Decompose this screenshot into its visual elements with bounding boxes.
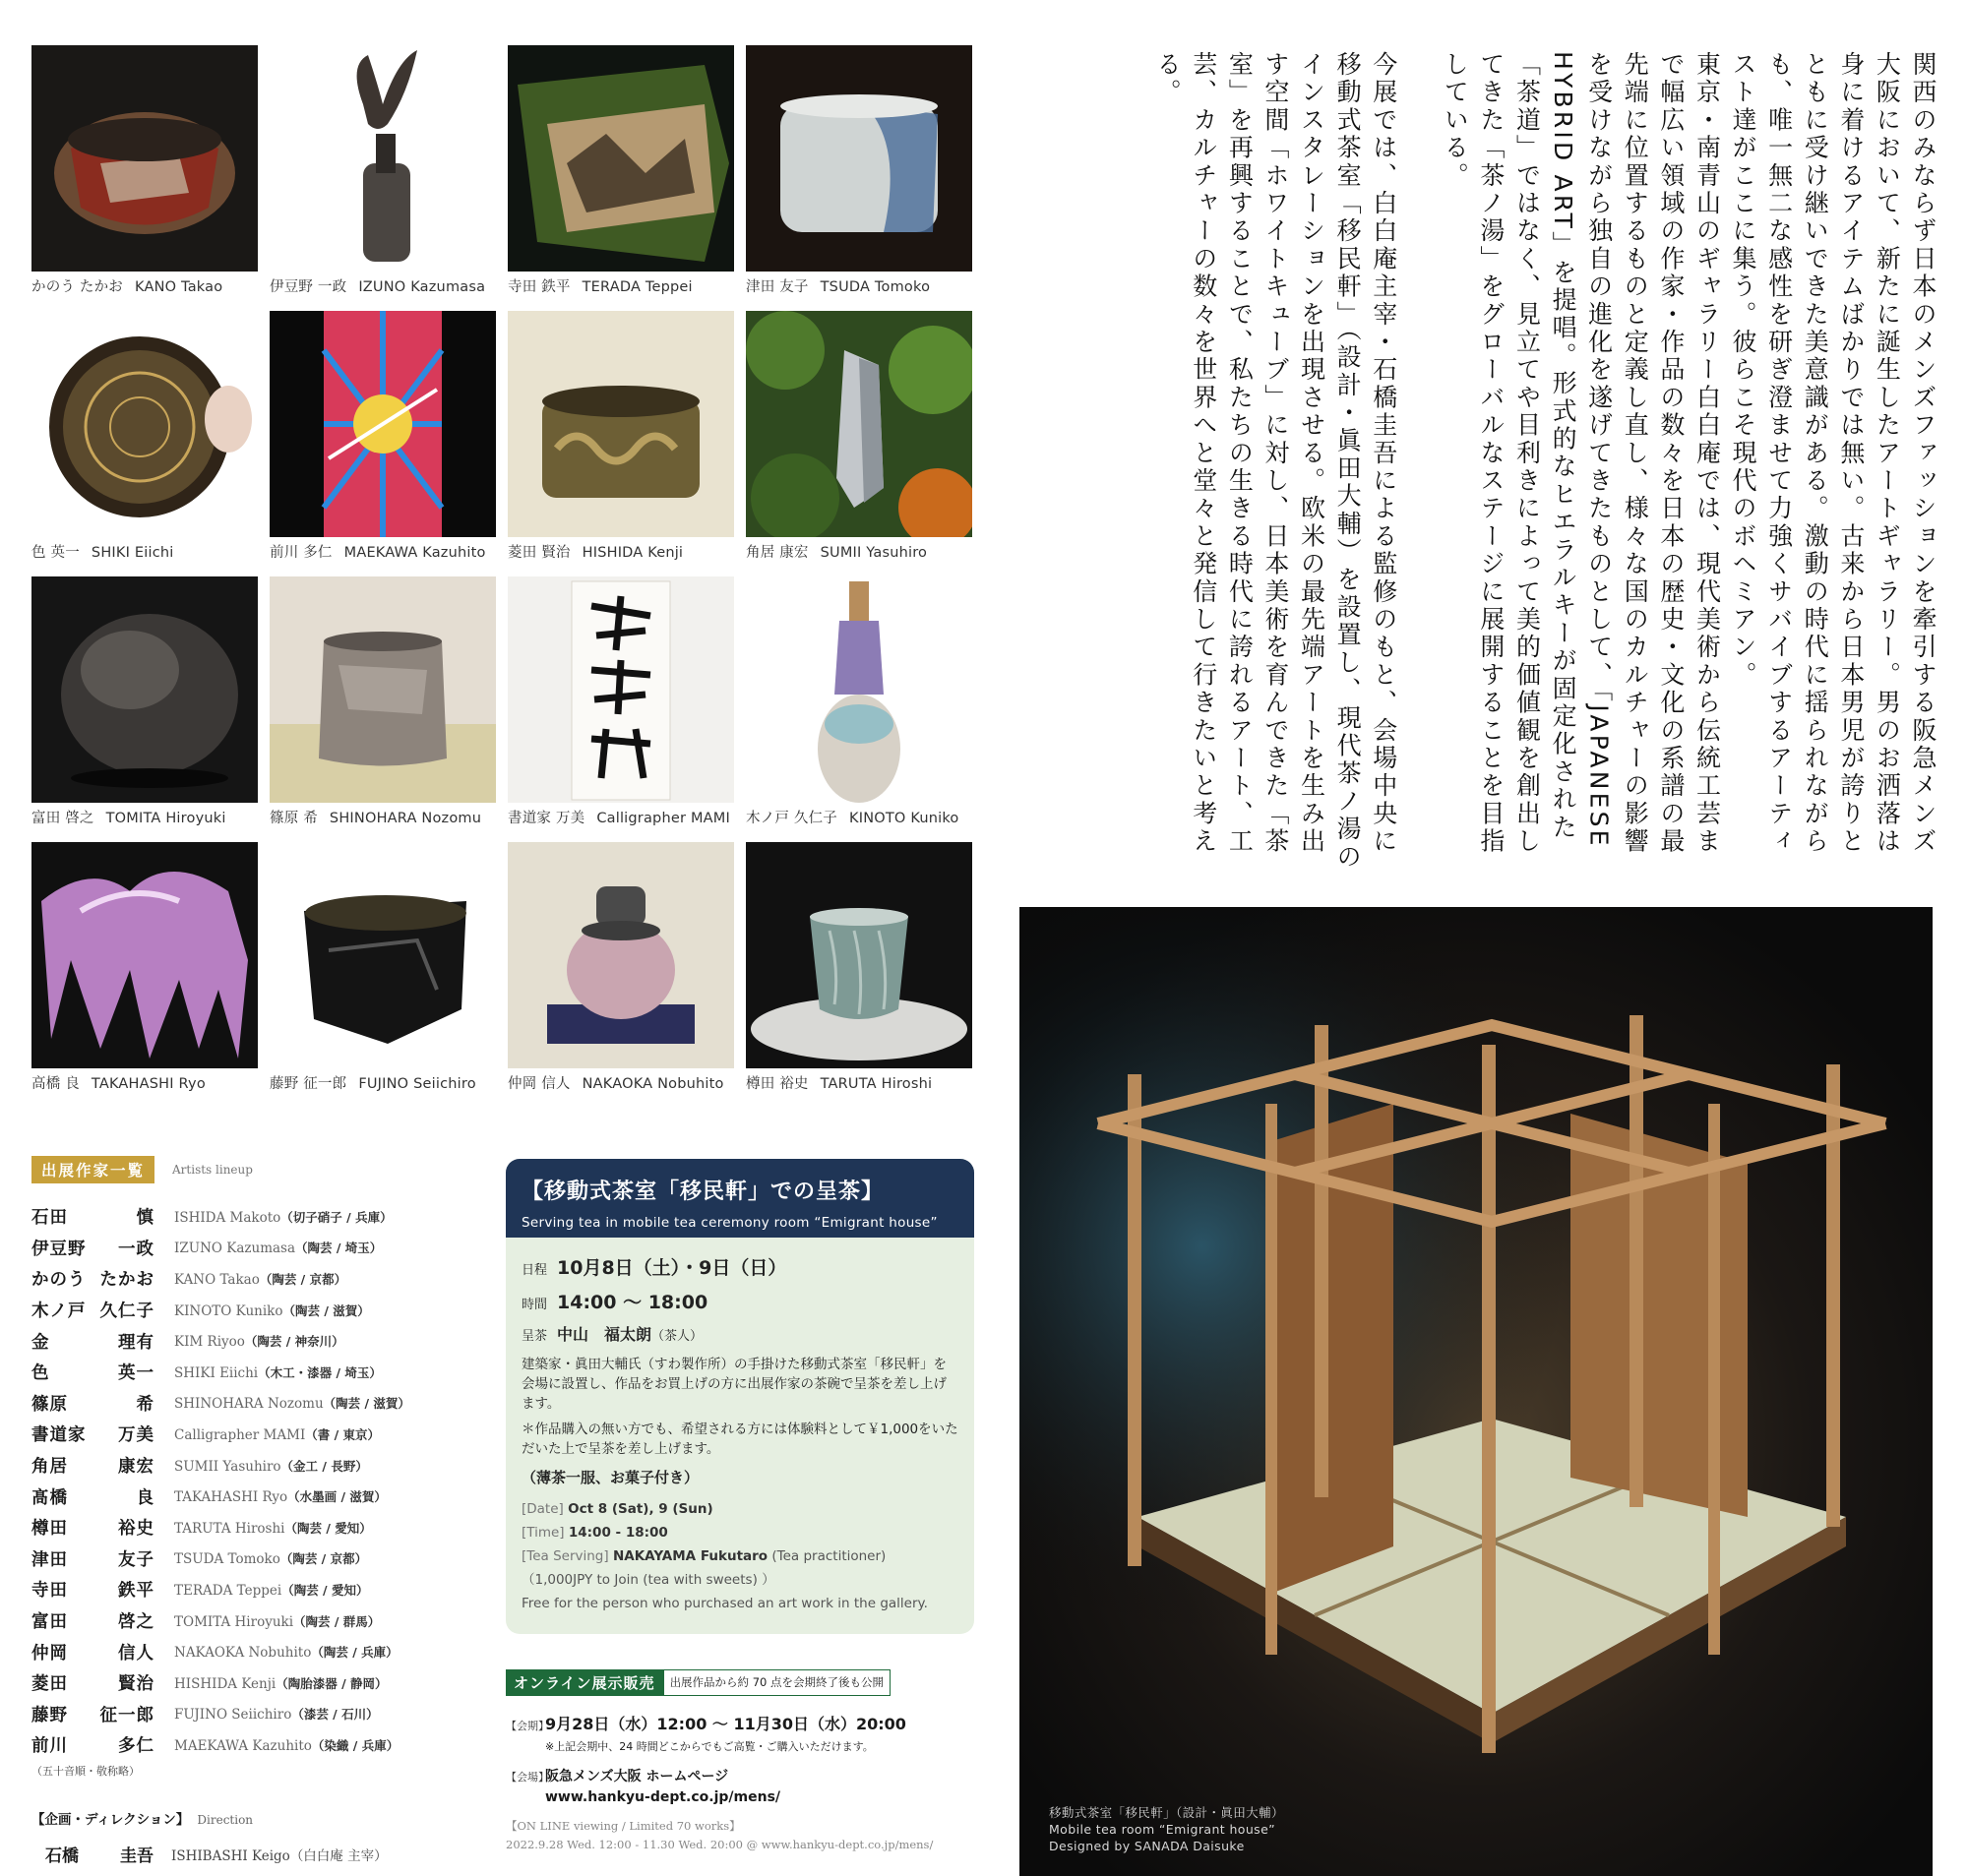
online-venue-value: 阪急メンズ大阪 ホームページ: [545, 1769, 729, 1785]
tea-time-value: 14:00 ～ 18:00: [557, 1292, 708, 1313]
artwork-photo-shiki: [31, 311, 258, 537]
artwork-caption-ja: 色 英一: [31, 545, 80, 561]
intro-text: [1055, 51, 1940, 877]
artwork-tile: [508, 576, 734, 827]
director-given-name: 圭吾: [120, 1846, 154, 1866]
artwork-tile: [31, 311, 258, 562]
artwork-photo-terada: [508, 45, 734, 272]
artist-family-name: 樽田: [31, 1519, 68, 1540]
artist-family-name: 富田: [31, 1612, 68, 1633]
artwork-caption-ja: 伊豆野 一政: [270, 279, 347, 295]
director-family-name: 石橋: [45, 1846, 79, 1866]
artist-row: [31, 1512, 504, 1543]
artwork-photo-kinoto: [746, 576, 972, 803]
artist-medium: （染織 / 兵庫）: [311, 1737, 400, 1753]
artist-family-name: 伊豆野: [31, 1239, 87, 1259]
artwork-photo-taruta: [746, 842, 972, 1068]
artist-family-name: 角居: [31, 1457, 68, 1478]
artwork-tile: [31, 576, 258, 827]
artist-row: [31, 1543, 504, 1575]
online-tag: オンライン展示販売: [506, 1669, 663, 1696]
artist-row: [31, 1450, 504, 1482]
artist-given-name: 久仁子: [99, 1301, 154, 1322]
artwork-photo-maekawa: [270, 311, 496, 537]
artwork-photo-shinohara: [270, 576, 496, 803]
artist-medium: （水墨画 / 滋賀）: [287, 1489, 387, 1505]
artist-given-name: 啓之: [118, 1612, 154, 1633]
tea-description: 建築家・眞田大輔氏（すわ製作所）の手掛けた移動式茶室「移民軒」を会場に設置し、作品をお買上げの方に出展作家の茶碗で呈茶を差し上げます。: [522, 1357, 947, 1412]
artist-given-name: 理有: [118, 1332, 154, 1353]
artwork-caption-en: FUJINO Seiichiro: [358, 1076, 476, 1092]
tea-host-role: （茶人）: [651, 1329, 704, 1344]
artwork-caption-ja: 菱田 賢治: [508, 545, 571, 561]
tea-room-photo: [1019, 907, 1933, 1876]
artwork-tile: [270, 576, 496, 827]
artist-row: [31, 1263, 504, 1295]
artwork-tile: [746, 576, 972, 827]
artwork-caption-en: Calligrapher MAMI: [596, 811, 730, 826]
tea-en-fee: （1,000JPY to Join (tea with sweets) ）: [522, 1572, 775, 1588]
artist-romaji: TAKAHASHI Ryo: [174, 1489, 288, 1506]
artist-family-name: 篠原: [31, 1394, 68, 1415]
photo-caption-line1: 移動式茶室「移民軒」（設計・眞田大輔）: [1049, 1805, 1284, 1820]
artwork-caption-en: TSUDA Tomoko: [820, 279, 931, 295]
artist-romaji: TOMITA Hiroyuki: [174, 1613, 294, 1630]
tea-time-label: 時間: [522, 1298, 548, 1312]
artist-row: [31, 1667, 504, 1699]
artwork-caption-en: TAKAHASHI Ryo: [91, 1076, 206, 1092]
artist-romaji: KINOTO Kuniko: [174, 1302, 283, 1319]
artwork-photo-tomita: [31, 576, 258, 803]
online-venue-url[interactable]: www.hankyu-dept.co.jp/mens/: [545, 1789, 781, 1805]
artwork-caption-ja: 高橋 良: [31, 1076, 80, 1092]
artist-romaji: ISHIDA Makoto: [174, 1209, 281, 1226]
artist-romaji: SHINOHARA Nozomu: [174, 1396, 324, 1413]
online-period-label: 【会期】: [506, 1720, 549, 1732]
artwork-caption-en: KINOTO Kuniko: [849, 811, 959, 826]
artist-given-name: 賢治: [118, 1674, 154, 1695]
tea-host-label: 呈茶: [522, 1329, 548, 1344]
tea-english-info: [522, 1497, 958, 1615]
artist-medium: （切子硝子 / 兵庫）: [280, 1209, 393, 1225]
artwork-caption-ja: 樽田 裕史: [746, 1076, 809, 1092]
artwork-caption-ja: 篠原 希: [270, 811, 318, 826]
online-sales: [506, 1669, 978, 1854]
artist-row: [31, 1357, 504, 1388]
artist-romaji: TSUDA Tomoko: [174, 1551, 280, 1568]
artist-family-name: 寺田: [31, 1581, 68, 1602]
artwork-caption-ja: 寺田 鉄平: [508, 279, 571, 295]
tea-host-value: 中山 福太朗: [557, 1325, 652, 1344]
artwork-caption-ja: 木ノ戸 久仁子: [746, 811, 838, 826]
artist-row: [31, 1636, 504, 1667]
artwork-caption-ja: 角居 康宏: [746, 545, 809, 561]
artist-romaji: IZUNO Kazumasa: [174, 1241, 296, 1257]
director-role: （白白庵 主宰）: [289, 1847, 388, 1864]
tea-date-value: 10月8日（土）・9日（日）: [557, 1257, 787, 1279]
artist-romaji: TARUTA Hiroshi: [174, 1520, 285, 1537]
artist-row: [31, 1201, 504, 1233]
director-romaji: ISHIBASHI Keigo: [171, 1847, 290, 1864]
artist-romaji: SHIKI Eiichi: [174, 1364, 259, 1381]
artist-medium: （陶芸 / 滋賀）: [282, 1302, 370, 1318]
artist-romaji: FUJINO Seiichiro: [174, 1707, 292, 1724]
artwork-caption-en: IZUNO Kazumasa: [358, 279, 486, 295]
artwork-caption-en: TARUTA Hiroshi: [820, 1076, 933, 1092]
artist-given-name: 信人: [118, 1643, 154, 1664]
artwork-photo-nakaoka: [508, 842, 734, 1068]
artwork-caption-ja: 富田 啓之: [31, 811, 94, 826]
photo-caption-line2: Mobile tea room “Emigrant house”: [1049, 1822, 1276, 1837]
artist-medium: （漆芸 / 石川）: [291, 1707, 379, 1723]
artist-family-name: 髙橋: [31, 1487, 68, 1508]
artwork-caption-ja: 仲岡 信人: [508, 1076, 571, 1092]
artwork-photo-kano: [31, 45, 258, 272]
lineup-heading-en: Artists lineup: [172, 1163, 253, 1177]
tea-en-host: NAKAYAMA Fukutaro: [612, 1548, 769, 1564]
artist-list: [31, 1201, 504, 1761]
artwork-photo-hishida: [508, 311, 734, 537]
artwork-caption-en: TERADA Teppei: [582, 279, 693, 295]
artist-medium: （陶芸 / 滋賀）: [323, 1396, 410, 1412]
artist-row: [31, 1481, 504, 1512]
tea-en-date: Oct 8 (Sat), 9 (Sun): [568, 1501, 713, 1517]
artwork-caption-ja: かのう たかお: [31, 279, 124, 295]
artist-given-name: たかお: [99, 1270, 154, 1291]
artwork-caption-ja: 津田 友子: [746, 279, 809, 295]
artist-medium: （陶芸 / 群馬）: [293, 1613, 381, 1629]
artwork-caption-ja: 前川 多仁: [270, 545, 333, 561]
online-english-info: [506, 1817, 978, 1854]
artwork-tile: [508, 842, 734, 1093]
artist-medium: （陶芸 / 兵庫）: [311, 1645, 399, 1661]
artist-row: [31, 1419, 504, 1450]
artist-medium: （陶芸 / 神奈川）: [244, 1334, 344, 1350]
artist-medium: （陶胎漆器 / 静岡）: [276, 1675, 388, 1691]
tea-subtitle: Serving tea in mobile tea ceremony room “Emigrant house”: [522, 1215, 938, 1231]
artist-romaji: MAEKAWA Kazuhito: [174, 1737, 312, 1754]
artwork-caption-en: TOMITA Hiroyuki: [105, 811, 226, 826]
artist-medium: （書 / 東京）: [305, 1426, 381, 1442]
tea-bold-note: （薄茶一服、お菓子付き）: [522, 1469, 700, 1486]
tea-note: ＊作品購入の無い方でも、希望される方には体験料として￥1,000をいただいた上で呈茶を差し上げます。: [522, 1422, 958, 1457]
artwork-caption-en: KANO Takao: [135, 279, 223, 295]
order-note: （五十音順・敬称略）: [31, 1764, 140, 1778]
artist-given-name: 鉄平: [118, 1581, 154, 1602]
online-en-line2: 2022.9.28 Wed. 12:00 - 11.30 Wed. 20:00 @ www.hankyu-dept.co.jp/mens/: [506, 1838, 934, 1851]
online-venue-label: 【会場】: [506, 1771, 549, 1784]
artist-family-name: 前川: [31, 1736, 68, 1757]
tea-en-host-label: [Tea Serving]: [522, 1548, 609, 1564]
artwork-photo-fujino: [270, 842, 496, 1068]
artist-romaji: Calligrapher MAMI: [174, 1426, 306, 1443]
artist-family-name: 書道家: [31, 1425, 87, 1446]
artwork-photo-izuno: [270, 45, 496, 272]
online-subtitle: 出展作品から約 70 点を会期終了後も公開: [663, 1669, 891, 1696]
artist-family-name: 金: [31, 1332, 50, 1353]
artwork-photo-tsuda: [746, 45, 972, 272]
artwork-caption-en: SHIKI Eiichi: [91, 545, 174, 561]
intro-paragraph-2: 東京・南青山のギャラリー白白庵では、現代美術から伝統工芸まで幅広い領域の作家・作品の数々を日本の歴史・文化の系譜の最先端に位置するものと定義し直し、様々な国のカルチャーの影響を受けながら独自の進化を遂げてきたものとして、「JAPANESE HYBRID ART」を提唱。形式的なヒエラルキーが固定化された「茶道」ではなく、見立てや目利きによって美的価値観を創出してきた「茶ノ湯」をグローバルなステージに展開することを目指している。: [1441, 51, 1722, 856]
artist-medium: （木工・漆器 / 埼玉）: [258, 1364, 382, 1380]
artwork-caption-en: NAKAOKA Nobuhito: [582, 1076, 724, 1092]
artwork-tile: [270, 842, 496, 1093]
artist-row: [31, 1605, 504, 1637]
artist-medium: （陶芸 / 京都）: [279, 1551, 368, 1567]
artist-given-name: 一政: [118, 1239, 154, 1259]
artist-given-name: 良: [136, 1487, 154, 1508]
artist-given-name: 友子: [118, 1549, 154, 1570]
artist-row: [31, 1729, 504, 1761]
direction-heading-en: Direction: [197, 1813, 254, 1827]
artist-family-name: かのう: [31, 1270, 87, 1291]
artwork-photo-mami: [508, 576, 734, 803]
online-en-line1: 【ON LINE viewing / Limited 70 works】: [506, 1819, 741, 1833]
artwork-tile: [270, 311, 496, 562]
intro-paragraph-1: 関西のみならず日本のメンズファッションを牽引する阪急メンズ大阪において、新たに誕生したアートギャラリー。男のお洒落は身に着けるアイテムばかりでは無い。古来から日本男児が誇りとともに受け継いできた美意識がある。激動の時代に揺られながらも、唯一無二な感性を研ぎ澄ませて力強くサバイブするアーティスト達がここに集う。彼らこそ現代のボヘミアン。: [1729, 51, 1937, 856]
artwork-tile: [31, 842, 258, 1093]
artist-row: [31, 1388, 504, 1420]
artists-lineup: [31, 1156, 504, 1779]
artist-medium: （陶芸 / 京都）: [259, 1271, 347, 1287]
artist-family-name: 木ノ戸: [31, 1301, 87, 1322]
artwork-caption-ja: 藤野 征一郎: [270, 1076, 347, 1092]
photo-caption-line3: Designed by SANADA Daisuke: [1049, 1839, 1245, 1853]
artist-family-name: 石田: [31, 1208, 68, 1229]
online-period-note: ※上記会期中、24 時間どこからでもご高覧・ご購入いただけます。: [545, 1740, 874, 1753]
artist-romaji: HISHIDA Kenji: [174, 1675, 277, 1692]
artist-family-name: 色: [31, 1363, 50, 1384]
artwork-caption-ja: 書道家 万美: [508, 811, 585, 826]
photo-caption: [1049, 1804, 1284, 1854]
artist-given-name: 裕史: [118, 1519, 154, 1540]
artwork-caption-en: SHINOHARA Nozomu: [329, 811, 482, 826]
tea-en-time: 14:00 - 18:00: [568, 1525, 668, 1541]
tea-serving-box: [506, 1159, 974, 1634]
artwork-caption-en: HISHIDA Kenji: [582, 545, 684, 561]
artist-family-name: 仲岡: [31, 1643, 68, 1664]
artwork-tile: [270, 45, 496, 296]
direction-heading: 【企画・ディレクション】: [31, 1812, 190, 1828]
tea-date-label: 日程: [522, 1263, 548, 1278]
artwork-photo-takahashi: [31, 842, 258, 1068]
tea-header: [506, 1159, 974, 1238]
artist-row: [31, 1233, 504, 1264]
artist-row: [31, 1574, 504, 1605]
artwork-tile: [746, 45, 972, 296]
artist-given-name: 万美: [118, 1425, 154, 1446]
artist-given-name: 英一: [118, 1363, 154, 1384]
artwork-tile: [746, 311, 972, 562]
artwork-tile: [746, 842, 972, 1093]
artist-family-name: 菱田: [31, 1674, 68, 1695]
artwork-caption-en: SUMII Yasuhiro: [820, 545, 928, 561]
artist-romaji: NAKAOKA Nobuhito: [174, 1645, 312, 1662]
artist-medium: （陶芸 / 埼玉）: [295, 1241, 383, 1256]
artist-romaji: KANO Takao: [174, 1271, 260, 1288]
artist-given-name: 康宏: [118, 1457, 154, 1478]
artwork-caption-en: MAEKAWA Kazuhito: [343, 545, 486, 561]
artist-romaji: KIM Riyoo: [174, 1334, 245, 1351]
lineup-heading: 出展作家一覧: [31, 1156, 154, 1183]
tea-en-host-role: (Tea practitioner): [771, 1548, 887, 1564]
artist-row: [31, 1295, 504, 1326]
tea-en-time-label: [Time]: [522, 1525, 565, 1541]
artist-given-name: 征一郎: [99, 1705, 154, 1725]
artist-given-name: 慎: [136, 1208, 154, 1229]
artist-row: [31, 1699, 504, 1730]
intro-paragraph-3: 今展では、白白庵主宰・石橋圭吾による監修のもと、会場中央に移動式茶室「移民軒」（設計・眞田大輔）を設置し、現代茶ノ湯のインスタレーションを出現させる。欧米の最先端アートを生み出す空間「ホワイトキューブ」に対し、日本美術を育んできた「茶室」を再興することで、私たちの生きる時代に誇れるアート、工芸、カルチャーの数々を世界へと堂々と発信して行きたいと考える。: [1153, 51, 1398, 872]
artwork-tile: [508, 45, 734, 296]
artist-row: [31, 1325, 504, 1357]
artist-given-name: 希: [136, 1394, 154, 1415]
direction-credit: [31, 1808, 388, 1866]
artist-romaji: TERADA Teppei: [174, 1582, 282, 1599]
artwork-photo-sumii: [746, 311, 972, 537]
artist-medium: （金工 / 長野）: [280, 1458, 368, 1474]
artwork-tile: [508, 311, 734, 562]
artist-family-name: 津田: [31, 1549, 68, 1570]
artist-family-name: 藤野: [31, 1705, 68, 1725]
tea-title: 【移動式茶室「移民軒」での呈茶】: [522, 1180, 885, 1204]
artist-given-name: 多仁: [118, 1736, 154, 1757]
tea-en-date-label: [Date]: [522, 1501, 564, 1517]
artist-medium: （陶芸 / 愛知）: [284, 1520, 372, 1536]
online-period-value: 9月28日（水）12:00 ～ 11月30日（水）20:00: [545, 1715, 906, 1733]
artist-romaji: SUMII Yasuhiro: [174, 1458, 281, 1475]
tea-en-free: Free for the person who purchased an art work in the gallery.: [522, 1596, 928, 1611]
artwork-tile: [31, 45, 258, 296]
artist-medium: （陶芸 / 愛知）: [281, 1582, 369, 1598]
